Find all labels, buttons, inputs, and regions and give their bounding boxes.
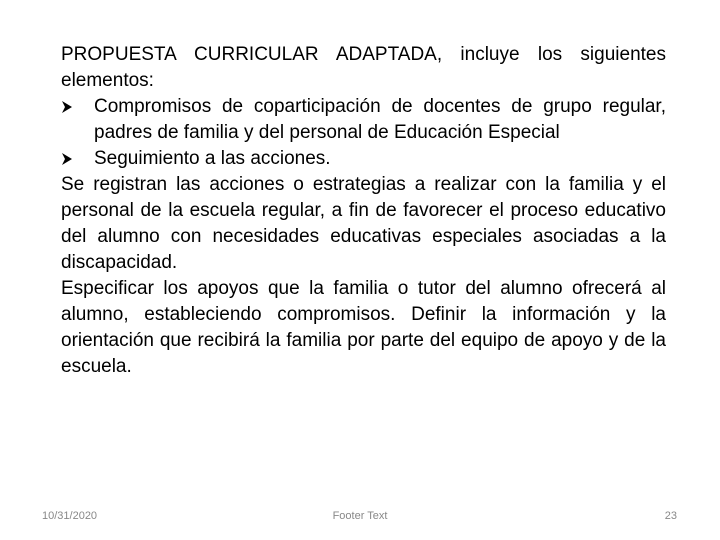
footer-text: Footer Text — [332, 510, 388, 522]
arrowhead-bullet-icon — [61, 94, 77, 120]
slide-body — [61, 42, 666, 380]
bullet-text: Seguimiento a las acciones. — [94, 148, 331, 169]
paragraph: Se registran las acciones o estrategias a realizar con la familia y el personal de la escuela regular, a fin de favorecer el proceso educativo del alumno con necesidades educativas especiales asociadas a la discapacidad. — [61, 174, 666, 273]
bullet-text: Compromisos de coparticipación de docentes de grupo regular, padres de familia y del personal de Educación Especial — [94, 96, 666, 143]
bullet-item — [61, 146, 666, 172]
arrowhead-bullet-icon — [61, 146, 77, 172]
paragraph: Especificar los apoyos que la familia o tutor del alumno ofrecerá al alumno, estableciendo compromisos. Definir la información y la orientación que recibirá la familia por parte del equipo de apoyo y de la escuela. — [61, 278, 666, 377]
page-number: 23 — [664, 510, 677, 522]
bullet-item — [61, 94, 666, 146]
intro-text: PROPUESTA CURRICULAR ADAPTADA, incluye los siguientes elementos: — [61, 44, 666, 91]
footer-date: 10/31/2020 — [42, 510, 98, 522]
